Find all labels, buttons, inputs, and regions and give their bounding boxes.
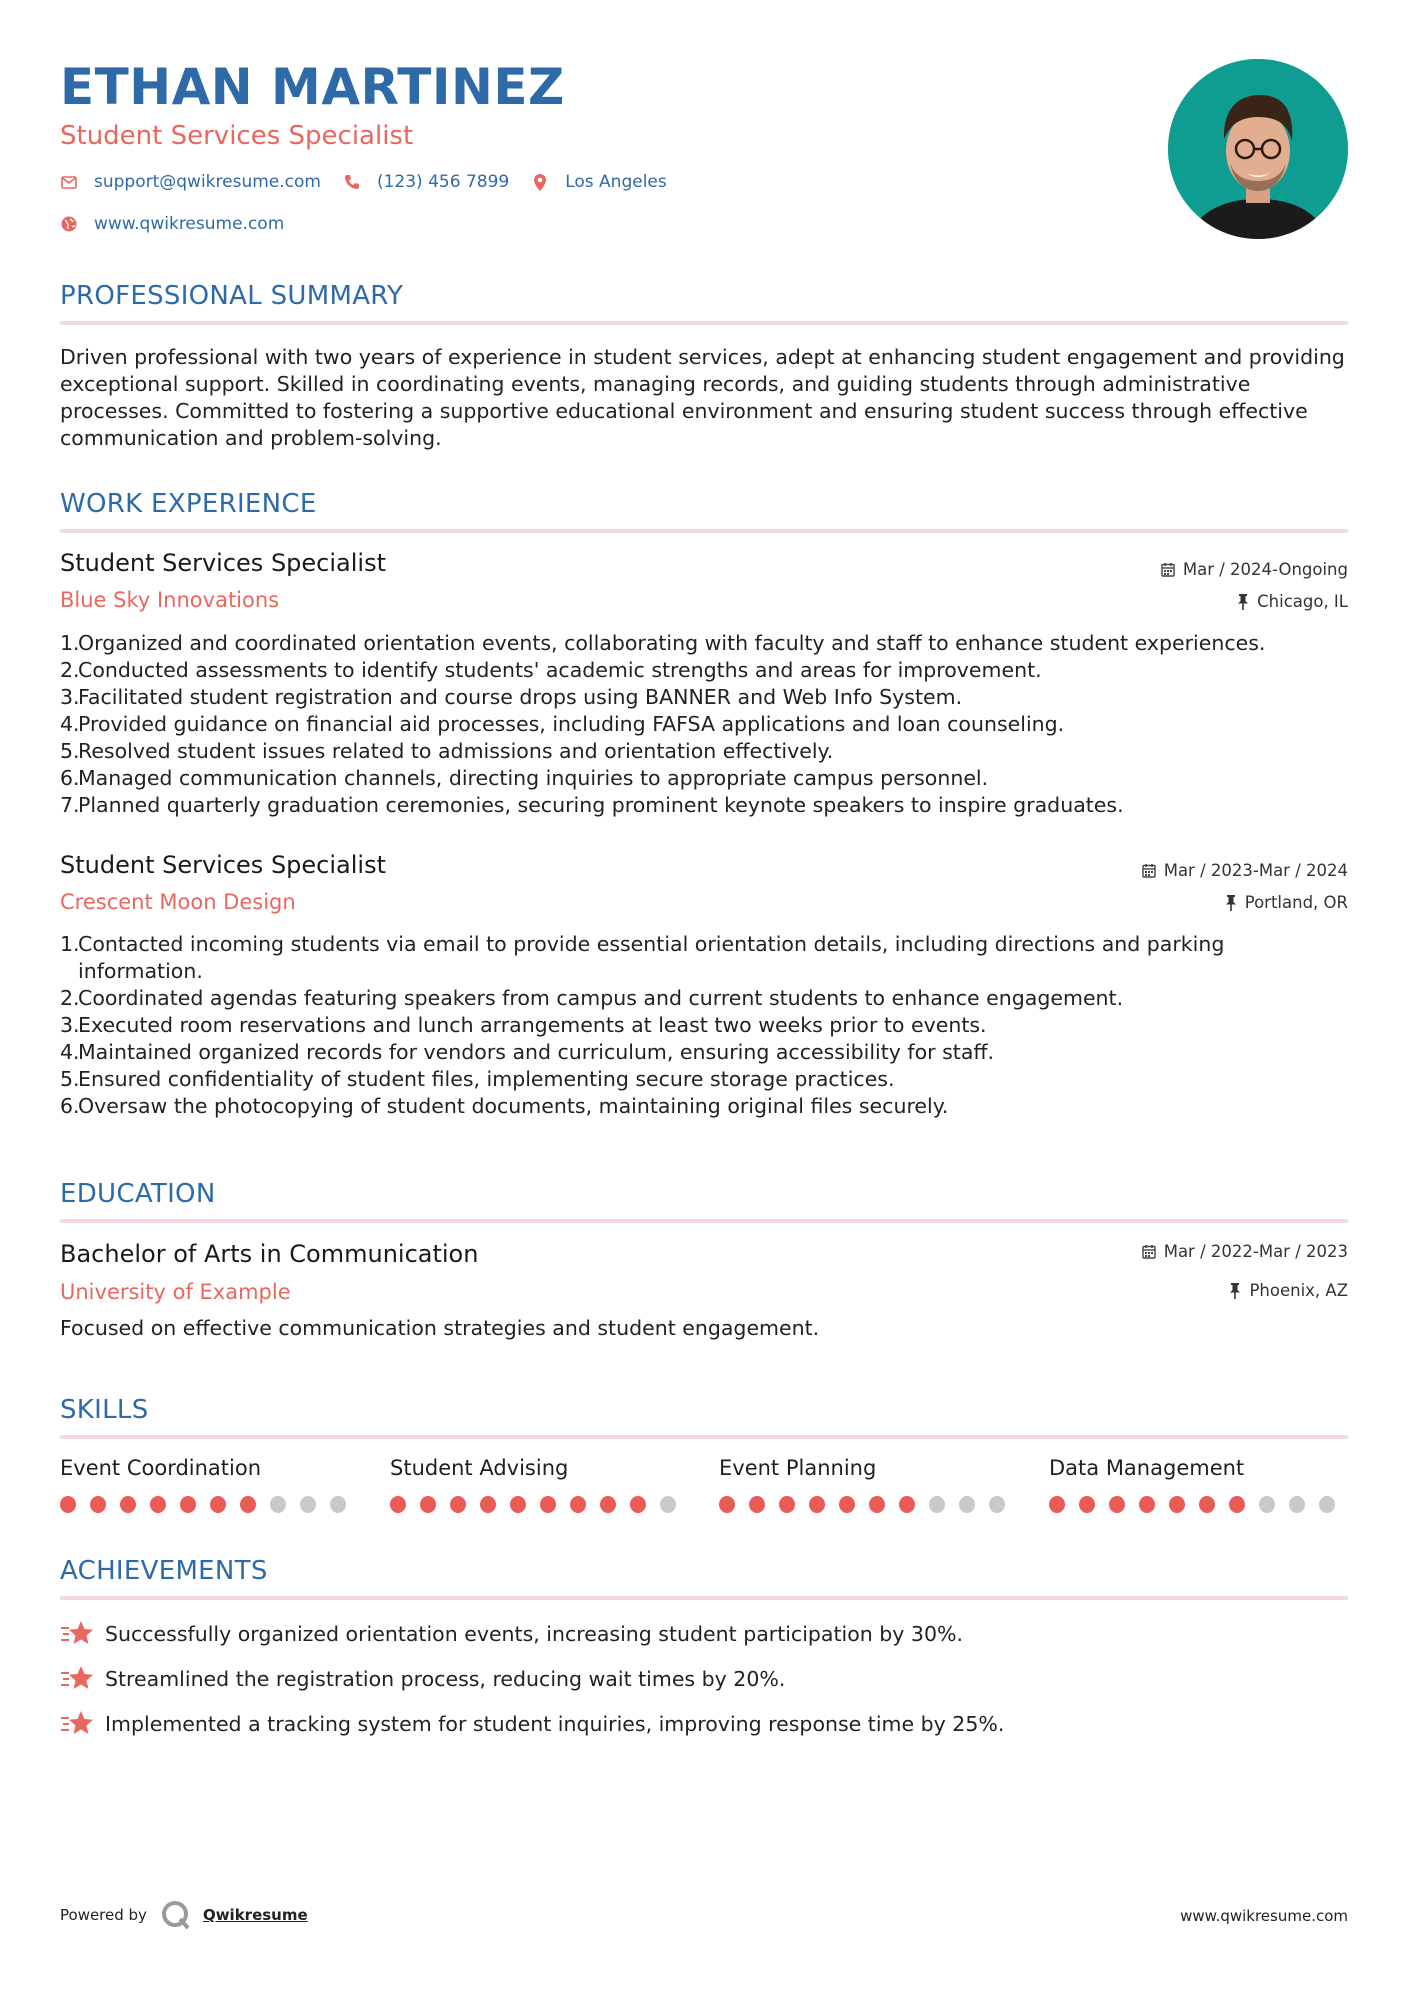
job-1-bullet: 6. Managed communication channels, directing inquiries to appropriate campus personnel. (60, 766, 989, 790)
skill-dot-filled (390, 1496, 406, 1513)
summary-divider (60, 321, 1348, 325)
skill-dot-filled (510, 1496, 526, 1513)
achievement-text: Successfully organized orientation events, increasing student participation by 30%. (105, 1622, 963, 1646)
skill-dot-filled (570, 1496, 586, 1513)
job-2-location-text: Portland, OR (1244, 893, 1348, 912)
skill-rating (390, 1496, 690, 1513)
skills-list (60, 1456, 1348, 1516)
experience-heading: WORK EXPERIENCE (60, 489, 317, 519)
skill-dot-empty (1289, 1496, 1305, 1513)
skill-dot-empty (959, 1496, 975, 1513)
job-2-company: Crescent Moon Design (60, 890, 296, 914)
experience-divider (60, 529, 1348, 533)
footer-website[interactable]: www.qwikresume.com (1180, 1907, 1348, 1925)
job-1-location (1237, 592, 1348, 611)
job-1-bullet: 2. Conducted assessments to identify students' academic strengths and areas for improvement. (60, 658, 1042, 682)
achievement-item (60, 1709, 1004, 1739)
job-1-title: Student Services Specialist (60, 549, 386, 577)
skill-dot-filled (839, 1496, 855, 1513)
powered-by-label: Powered by (60, 1906, 147, 1924)
skill-dot-empty (270, 1496, 286, 1513)
profile-photo (1168, 59, 1348, 239)
skill-dot-filled (450, 1496, 466, 1513)
pushpin-icon (1237, 594, 1249, 610)
skill-dot-filled (1079, 1496, 1095, 1513)
phone-link[interactable]: (123) 456 7899 (376, 172, 510, 192)
skill-dot-filled (809, 1496, 825, 1513)
job-2-location (1225, 893, 1348, 912)
skill-dot-filled (60, 1496, 76, 1513)
education-divider (60, 1219, 1348, 1223)
skill-dot-empty (929, 1496, 945, 1513)
pushpin-icon (1225, 895, 1237, 911)
summary-text: Driven professional with two years of experience in student services, adept at enhancing student engagement and providing exceptional support. Skilled in coordinating events, managing records, and guiding students through administrative processes. Committed to fostering a supportive educational environment and ensuring student success through effective communication and problem-solving. (60, 345, 1345, 450)
achievement-text: Streamlined the registration process, reducing wait times by 20%. (105, 1667, 786, 1691)
skill-dot-empty (660, 1496, 676, 1513)
skill-dot-filled (600, 1496, 616, 1513)
job-2-dates-text: Mar / 2023-Mar / 2024 (1163, 861, 1348, 880)
job-2-dates (1142, 861, 1348, 880)
website-link[interactable]: www.qwikresume.com (94, 214, 285, 234)
skill-dot-empty (1319, 1496, 1335, 1513)
skill-item (719, 1456, 1019, 1513)
contact-row-secondary (60, 214, 306, 234)
star-icon (60, 1664, 94, 1694)
job-2-bullet: 1. Contacted incoming students via email to provide essential orientation details, including directions and parking information. (60, 932, 1225, 983)
job-2-bullet: 2. Coordinated agendas featuring speakers from campus and current students to enhance engagement. (60, 986, 1124, 1010)
email-link[interactable]: support@qwikresume.com (94, 172, 321, 192)
job-1-location-text: Chicago, IL (1257, 592, 1348, 611)
skill-dot-filled (749, 1496, 765, 1513)
resume-page (60, 0, 1348, 1990)
job-1-dates (1161, 560, 1348, 579)
skill-dot-filled (1139, 1496, 1155, 1513)
skill-dot-filled (180, 1496, 196, 1513)
job-1-bullet: 3. Facilitated student registration and course drops using BANNER and Web Info System. (60, 685, 963, 709)
contact-row-primary (60, 172, 689, 192)
job-1-bullet: 1. Organized and coordinated orientation events, collaborating with faculty and staff to enhance student experiences. (60, 631, 1266, 655)
job-1-bullet: 4. Provided guidance on financial aid processes, including FAFSA applications and loan counseling. (60, 712, 1065, 736)
globe-icon (60, 215, 78, 233)
skill-dot-filled (90, 1496, 106, 1513)
job-2-bullet: 6. Oversaw the photocopying of student documents, maintaining original files securely. (60, 1094, 949, 1118)
skills-heading: SKILLS (60, 1395, 149, 1425)
skill-rating (1049, 1496, 1349, 1513)
skill-dot-filled (240, 1496, 256, 1513)
calendar-icon (1142, 1244, 1156, 1259)
job-1-bullet: 7. Planned quarterly graduation ceremonies, securing prominent keynote speakers to inspire graduates. (60, 793, 1124, 817)
skill-dot-filled (869, 1496, 885, 1513)
skill-dot-filled (1109, 1496, 1125, 1513)
job-2-bullet: 5. Ensured confidentiality of student files, implementing secure storage practices. (60, 1067, 895, 1091)
skills-divider (60, 1435, 1348, 1439)
skill-rating (719, 1496, 1019, 1513)
education-dates (1142, 1242, 1348, 1261)
education-location-text: Phoenix, AZ (1249, 1281, 1348, 1300)
skill-dot-filled (1169, 1496, 1185, 1513)
achievement-text: Implemented a tracking system for student inquiries, improving response time by 25%. (105, 1712, 1005, 1736)
skill-dot-empty (330, 1496, 346, 1513)
education-dates-text: Mar / 2022-Mar / 2023 (1163, 1242, 1348, 1261)
achievements-divider (60, 1596, 1348, 1600)
skill-rating (60, 1496, 360, 1513)
skill-dot-empty (1259, 1496, 1275, 1513)
education-degree: Bachelor of Arts in Communication (60, 1240, 479, 1268)
skill-name: Data Management (1049, 1456, 1245, 1480)
skill-dot-filled (630, 1496, 646, 1513)
achievement-item (60, 1619, 963, 1649)
job-1-dates-text: Mar / 2024-Ongoing (1182, 560, 1348, 579)
skill-dot-filled (150, 1496, 166, 1513)
skill-name: Student Advising (390, 1456, 569, 1480)
skill-dot-filled (779, 1496, 795, 1513)
skill-item (1049, 1456, 1349, 1513)
job-1-bullet: 5. Resolved student issues related to admissions and orientation effectively. (60, 739, 834, 763)
job-1-company: Blue Sky Innovations (60, 588, 280, 612)
job-2-bullet: 3. Executed room reservations and lunch arrangements at least two weeks prior to events. (60, 1013, 987, 1037)
skill-dot-filled (120, 1496, 136, 1513)
calendar-icon (1142, 863, 1156, 878)
skill-dot-filled (210, 1496, 226, 1513)
star-icon (60, 1709, 94, 1739)
map-pin-icon (531, 173, 549, 191)
footer-powered-by (60, 1900, 308, 1930)
skill-dot-filled (1049, 1496, 1065, 1513)
skill-name: Event Coordination (60, 1456, 262, 1480)
skill-dot-filled (719, 1496, 735, 1513)
job-2-bullet-list (60, 931, 1348, 1120)
job-1-bullet-list (60, 630, 1348, 819)
education-heading: EDUCATION (60, 1179, 216, 1209)
education-description: Focused on effective communication strategies and student engagement. (60, 1316, 820, 1340)
education-location (1229, 1281, 1348, 1300)
skill-dot-filled (540, 1496, 556, 1513)
job-2-bullet: 4. Maintained organized records for vendors and curriculum, ensuring accessibility for staff. (60, 1040, 995, 1064)
star-icon (60, 1619, 94, 1649)
phone-icon (343, 173, 361, 191)
skill-name: Event Planning (719, 1456, 877, 1480)
skill-dot-filled (1199, 1496, 1215, 1513)
skill-item (390, 1456, 690, 1513)
candidate-title: Student Services Specialist (60, 121, 414, 151)
skill-dot-filled (899, 1496, 915, 1513)
achievements-heading: ACHIEVEMENTS (60, 1556, 268, 1586)
job-2-title: Student Services Specialist (60, 851, 386, 879)
summary-heading: PROFESSIONAL SUMMARY (60, 281, 404, 311)
skill-dot-filled (420, 1496, 436, 1513)
skill-dot-filled (480, 1496, 496, 1513)
skill-item (60, 1456, 360, 1513)
qwikresume-logo-icon (161, 1900, 191, 1930)
achievement-item (60, 1664, 785, 1694)
calendar-icon (1161, 562, 1175, 577)
skill-dot-empty (300, 1496, 316, 1513)
pushpin-icon (1229, 1283, 1241, 1299)
location-text: Los Angeles (565, 172, 667, 192)
qwikresume-link[interactable]: Qwikresume (202, 1906, 308, 1924)
skill-dot-filled (1229, 1496, 1245, 1513)
education-school: University of Example (60, 1280, 291, 1304)
envelope-icon (60, 173, 78, 191)
skill-dot-empty (989, 1496, 1005, 1513)
candidate-name: ETHAN MARTINEZ (60, 58, 565, 116)
